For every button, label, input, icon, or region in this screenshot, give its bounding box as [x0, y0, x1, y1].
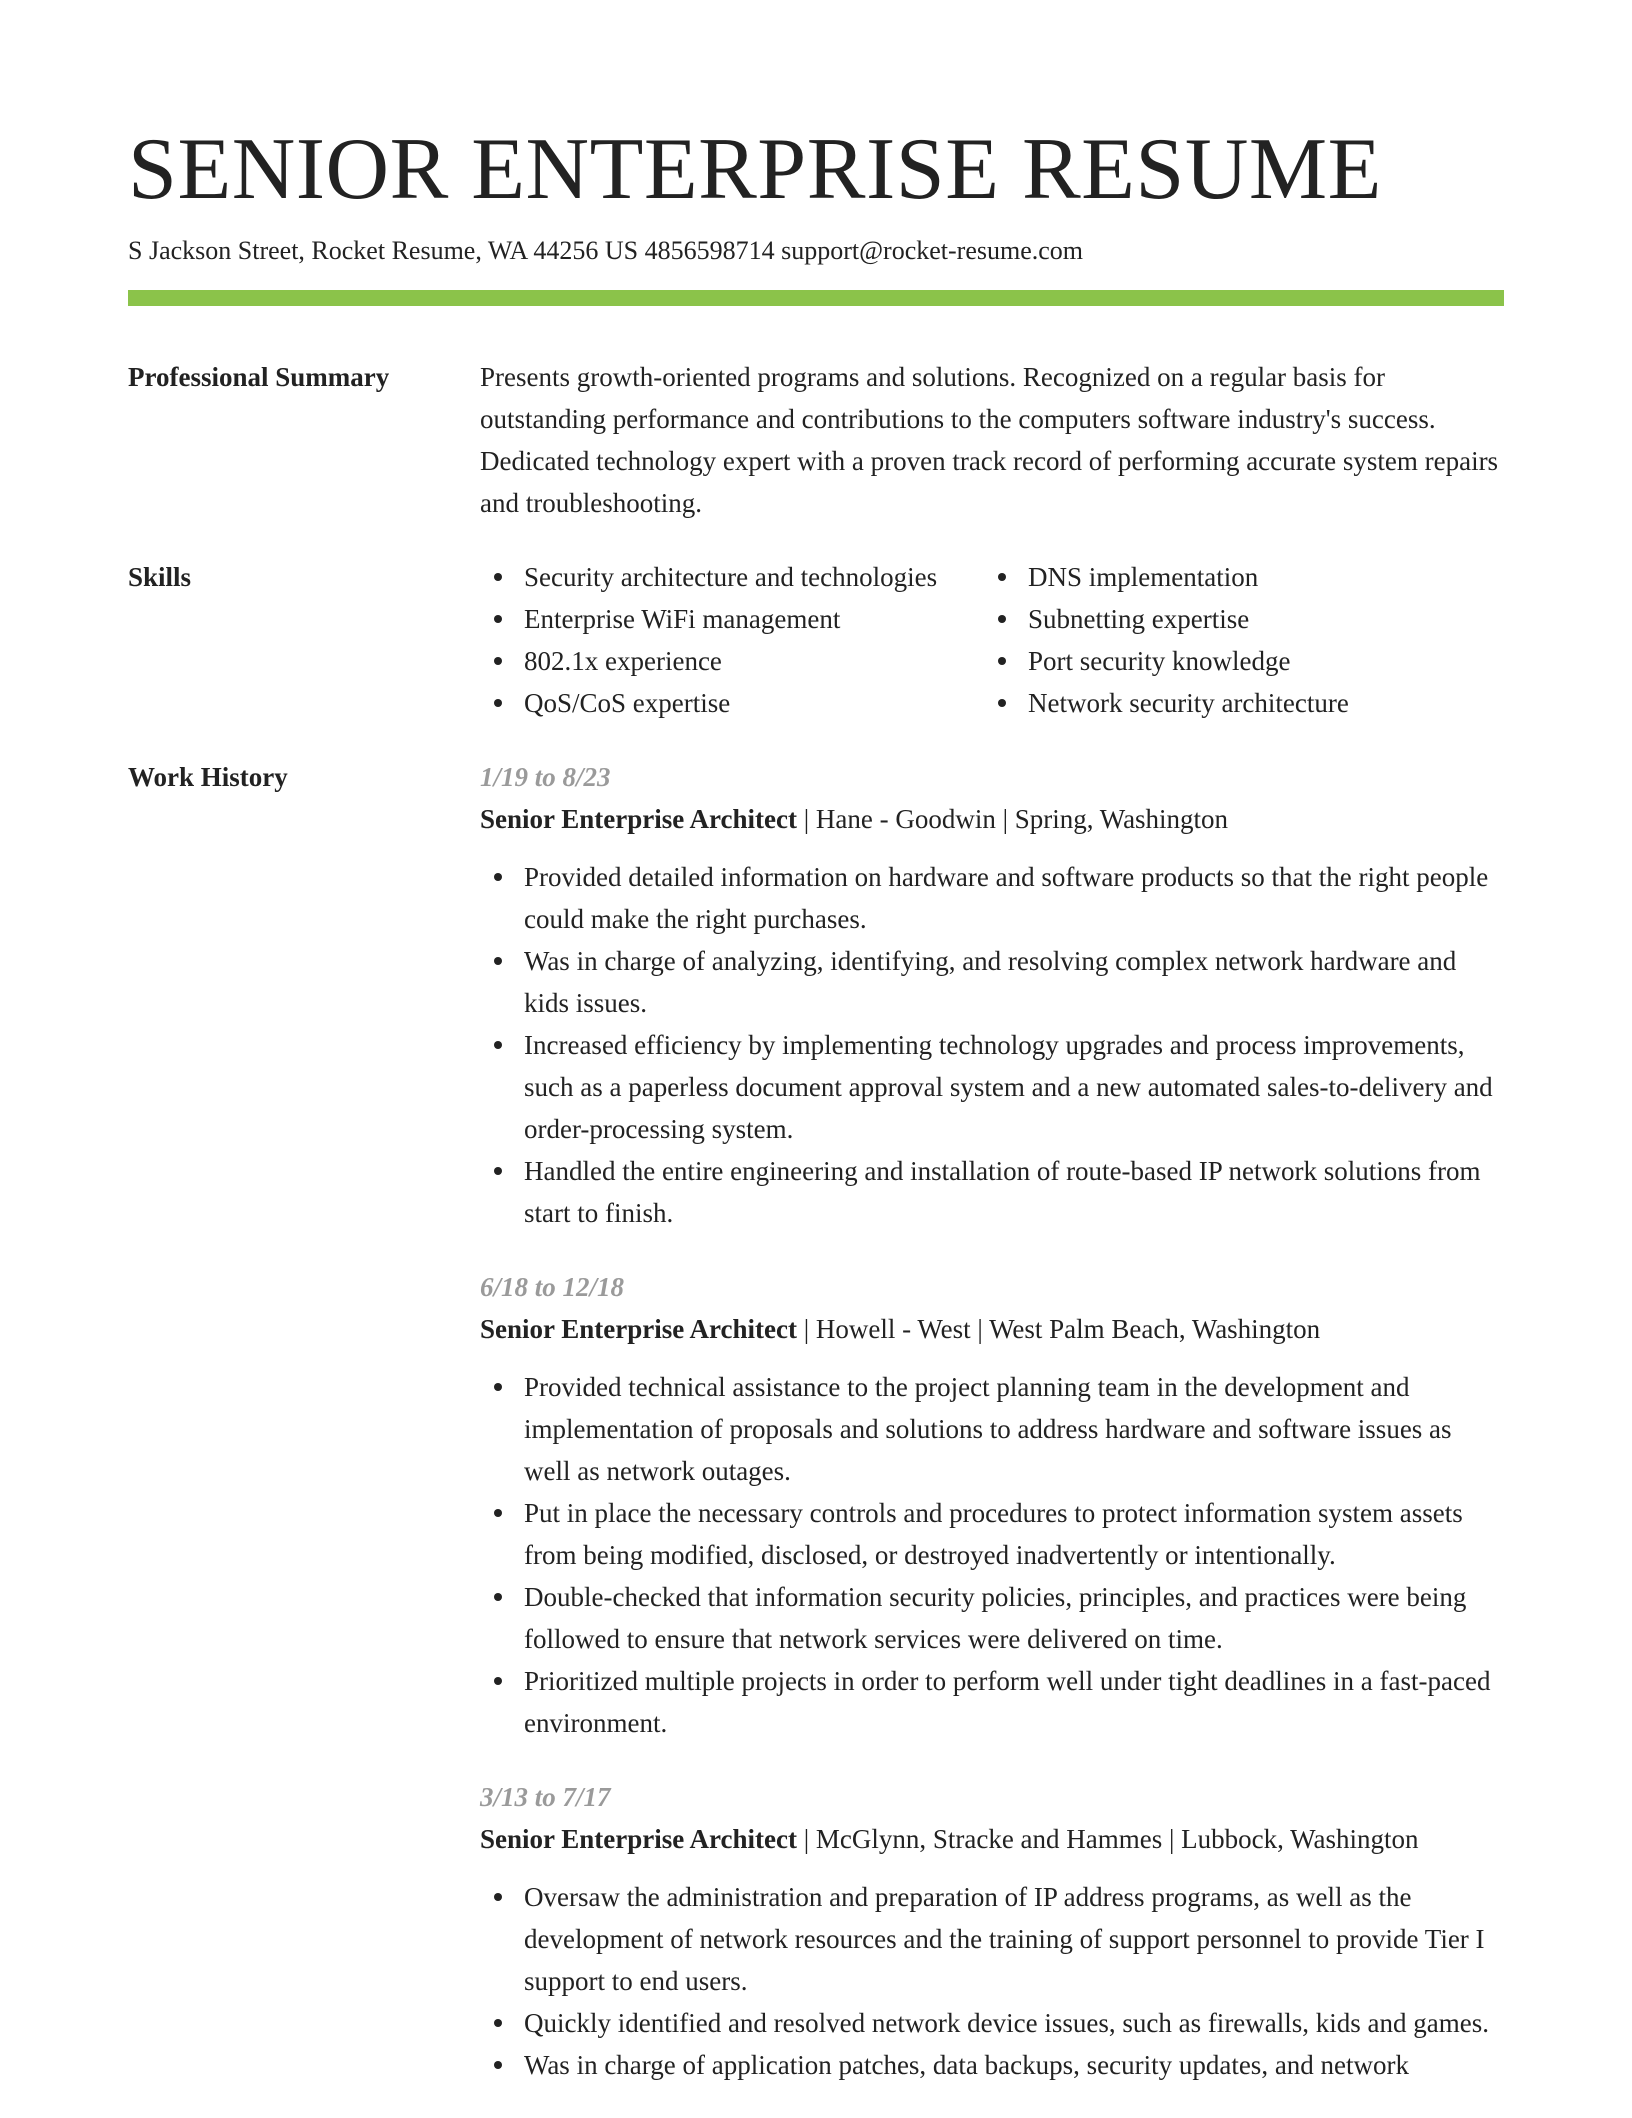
job-bullet: Was in charge of analyzing, identifying, and resolving complex network hardware and kids issues. — [480, 940, 1504, 1024]
contact-info: S Jackson Street, Rocket Resume, WA 44256 US 4856598714 support@rocket-resume.com — [128, 236, 1084, 265]
job-bullets — [480, 856, 1504, 1234]
job-bullet: Provided detailed information on hardware and software products so that the right people could make the right purchases. — [480, 856, 1504, 940]
job-title: Senior Enterprise Architect — [480, 804, 797, 834]
resume-page — [128, 118, 1504, 2118]
job-bullets — [480, 1876, 1504, 2086]
section-label-work-history: Work History — [128, 762, 288, 792]
job-entry — [480, 1266, 1504, 1744]
job-bullet: Provided technical assistance to the project planning team in the development and implementation of proposals and solutions to address hardware and software issues as well as network outages. — [480, 1366, 1504, 1492]
summary-section — [128, 356, 1504, 524]
job-bullet: Quickly identified and resolved network device issues, such as firewalls, kids and games. — [480, 2002, 1504, 2044]
skill-item: DNS implementation — [984, 556, 1484, 598]
job-heading — [480, 1308, 1504, 1350]
job-entry — [480, 756, 1504, 1234]
work-history-section — [128, 756, 1504, 2118]
accent-divider — [128, 290, 1504, 306]
section-label-summary: Professional Summary — [128, 362, 390, 392]
job-bullet: Was in charge of application patches, data backups, security updates, and network — [480, 2044, 1504, 2086]
job-bullet: Increased efficiency by implementing technology upgrades and process improvements, such as a paperless document approval system and a new automated sales-to-delivery and order-processing system. — [480, 1024, 1504, 1150]
skills-section — [128, 556, 1504, 724]
skill-item: Security architecture and technologies — [480, 556, 984, 598]
job-heading — [480, 1818, 1504, 1860]
job-bullet: Put in place the necessary controls and procedures to protect information system assets from being modified, disclosed, or destroyed inadvertently or intentionally. — [480, 1492, 1504, 1576]
job-title: Senior Enterprise Architect — [480, 1824, 797, 1854]
job-title: Senior Enterprise Architect — [480, 1314, 797, 1344]
job-details: | Howell - West | West Palm Beach, Washington — [796, 1314, 1321, 1344]
section-label-skills: Skills — [128, 562, 192, 592]
job-bullet: Oversaw the administration and preparation of IP address programs, as well as the development of network resources and the training of support personnel to provide Tier I support to end users. — [480, 1876, 1504, 2002]
skill-item: Enterprise WiFi management — [480, 598, 984, 640]
job-bullets — [480, 1366, 1504, 1744]
job-bullet: Handled the entire engineering and installation of route-based IP network solutions from start to finish. — [480, 1150, 1504, 1234]
job-bullet: Prioritized multiple projects in order to perform well under tight deadlines in a fast-paced environment. — [480, 1660, 1504, 1744]
resume-title: SENIOR ENTERPRISE RESUME — [128, 121, 1382, 218]
job-entry — [480, 1776, 1504, 2086]
skills-list-right — [984, 556, 1484, 724]
job-details: | McGlynn, Stracke and Hammes | Lubbock, Washington — [796, 1824, 1419, 1854]
skills-list-left — [480, 556, 984, 724]
job-dates: 3/13 to 7/17 — [480, 1782, 611, 1812]
job-heading — [480, 798, 1504, 840]
job-dates: 1/19 to 8/23 — [480, 762, 611, 792]
skill-item: Network security architecture — [984, 682, 1484, 724]
summary-text: Presents growth-oriented programs and solutions. Recognized on a regular basis for outstanding performance and contributions to the computers software industry's success. Dedicated technology expert with a proven track record of performing accurate system repairs and troubleshooting. — [480, 362, 1499, 518]
skill-item: QoS/CoS expertise — [480, 682, 984, 724]
job-details: | Hane - Goodwin | Spring, Washington — [796, 804, 1229, 834]
skill-item: Subnetting expertise — [984, 598, 1484, 640]
job-bullet: Double-checked that information security policies, principles, and practices were being followed to ensure that network services were delivered on time. — [480, 1576, 1504, 1660]
job-dates: 6/18 to 12/18 — [480, 1272, 625, 1302]
skill-item: 802.1x experience — [480, 640, 984, 682]
skill-item: Port security knowledge — [984, 640, 1484, 682]
